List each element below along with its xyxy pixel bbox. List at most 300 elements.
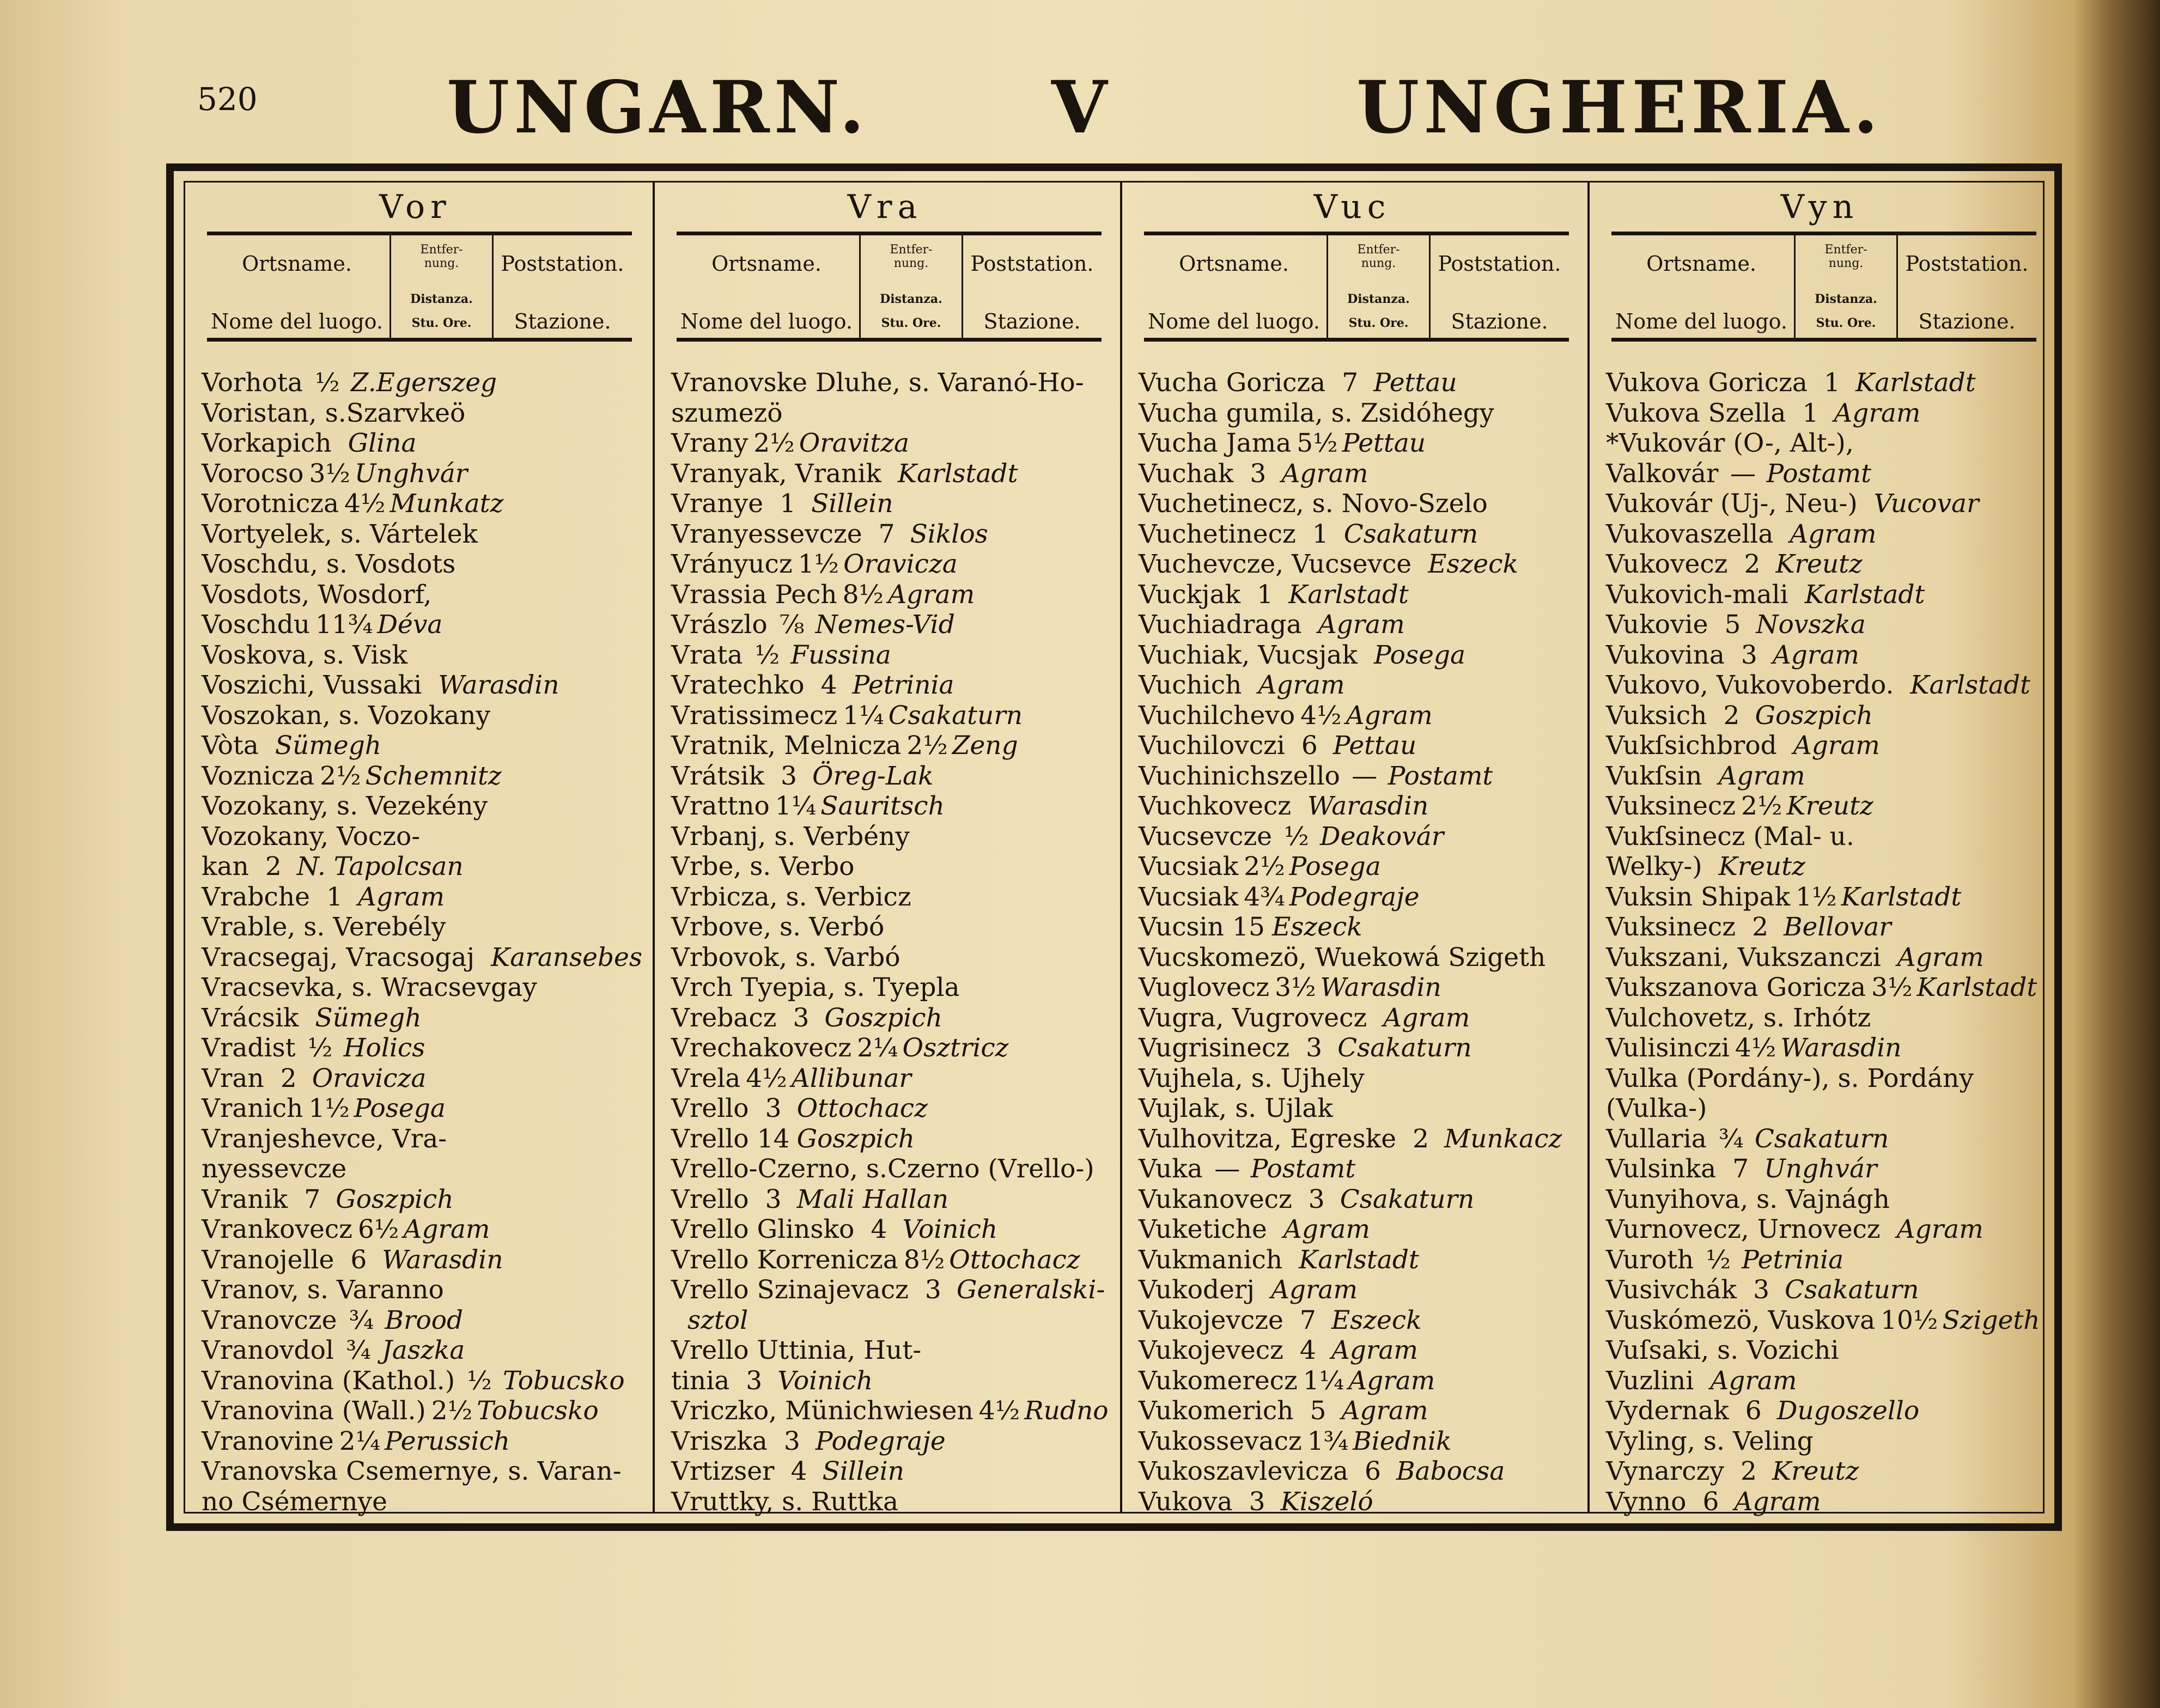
place-name: Vrbicza, s. Verbicz [671, 882, 911, 912]
list-item [202, 1366, 640, 1396]
list-item [671, 1003, 1110, 1034]
distance-value: ¾ [346, 1335, 371, 1365]
distance-value: 2 [1723, 700, 1740, 731]
label-stazione: Stazione. [514, 309, 611, 333]
place-name: Voristan, s.Szarvkeö [202, 398, 466, 428]
place-name: Vuksinecz [1606, 912, 1736, 942]
distance-value: 10½ [1881, 1305, 1938, 1335]
place-name: Vozokany, Voczo- [202, 821, 421, 852]
distance-value: 7 [878, 519, 895, 549]
post-station: Postamt [1766, 458, 1871, 489]
distance-value: 1¼ [1303, 1365, 1344, 1396]
place-name: Vulisinczi [1606, 1033, 1730, 1063]
distance-value: 15 [1232, 912, 1265, 942]
post-station: Csakaturn [1340, 1184, 1475, 1214]
distance-value: 7 [1299, 1305, 1316, 1335]
place-name: Vynarczy [1606, 1456, 1724, 1486]
label-ortsname: Ortsname. [242, 252, 352, 276]
list-item [671, 1456, 1110, 1487]
place-name: Vuzlini [1606, 1365, 1694, 1396]
place-name: Vuksich [1606, 700, 1707, 731]
list-item [202, 489, 640, 519]
place-name: Vrányucz [671, 549, 793, 579]
list-item [1139, 610, 1577, 640]
rule-line [1611, 232, 2036, 235]
post-station: Agram [1270, 1275, 1358, 1305]
post-station: Sümegh [315, 1002, 422, 1033]
post-station: Voinich [777, 1365, 873, 1396]
place-name: Vranojelle [202, 1244, 334, 1275]
list-item [1606, 1335, 2045, 1366]
post-station: Agram [1281, 458, 1368, 489]
post-station: Nemes-Vid [815, 610, 955, 640]
list-item [671, 1214, 1110, 1245]
list-item [202, 701, 640, 731]
post-station: Eszeck [1428, 549, 1518, 579]
label-distance: Entfer- nung. Distanza. Stu. Ore. [1327, 235, 1431, 338]
post-station: Holics [343, 1033, 425, 1063]
post-station: Kreutz [1775, 549, 1863, 579]
column-vra [653, 183, 1115, 1517]
distance-value: 2 [1744, 549, 1761, 579]
list-item [671, 549, 1110, 580]
list-item [1606, 610, 2045, 640]
distance-value: 8½ [842, 579, 884, 610]
place-name: Vorocso [202, 458, 304, 489]
list-item [671, 519, 1110, 550]
post-station: Warasdin [382, 1244, 503, 1275]
place-name: Vòta [202, 731, 259, 761]
list-item [1606, 549, 2045, 580]
entry-list [202, 368, 640, 1517]
list-item [1606, 489, 2045, 519]
column-vyn [1587, 183, 2050, 1517]
distance-value: 2 [1413, 1123, 1429, 1154]
list-item [1139, 882, 1577, 913]
post-station: Podegraje [1289, 882, 1420, 912]
rule-line [1611, 338, 2036, 342]
place-name: Vranov, s. Varanno [202, 1275, 444, 1305]
post-station: Siklos [910, 519, 988, 549]
place-name: Vuſsaki, s. Vozichi [1606, 1335, 1839, 1365]
post-station: Sümegh [275, 731, 382, 761]
list-item [1139, 1214, 1577, 1245]
distance-value: 2½ [906, 731, 948, 761]
list-item [202, 882, 640, 913]
rule-line [1144, 338, 1569, 342]
distance-value: 1½ [798, 549, 839, 579]
place-name: kan [202, 852, 249, 882]
place-name: Vrbovok, s. Varbó [671, 942, 900, 972]
list-item [1139, 701, 1577, 731]
post-station: Ottochacz [796, 1093, 928, 1123]
place-name: no Csémernye [202, 1486, 387, 1517]
post-station: Munkacz [1444, 1123, 1562, 1154]
post-station: Agram [1341, 1396, 1428, 1426]
place-name: Valkovár [1606, 458, 1719, 489]
post-station: Allibunar [791, 1063, 911, 1093]
post-station: Tobucsko [503, 1365, 625, 1396]
list-item [202, 1184, 640, 1215]
place-name: Vuka [1139, 1154, 1203, 1184]
place-name: Vranovina (Wall.) [202, 1396, 426, 1426]
list-item [671, 1245, 1110, 1275]
place-name: Vukanovecz [1139, 1184, 1292, 1214]
place-name: Vunyihova, s. Vajnágh [1606, 1184, 1890, 1214]
column-vor [185, 183, 646, 1517]
list-item [202, 1214, 640, 1245]
distance-value: 3½ [1275, 972, 1316, 1002]
list-item [202, 640, 640, 671]
distance-value: 2 [1752, 912, 1768, 942]
list-item [671, 943, 1110, 973]
place-name: Vucsiak [1139, 852, 1239, 882]
distance-value: 4½ [344, 489, 386, 519]
post-station: Oravicza [312, 1063, 427, 1093]
place-name: Vrátsik [671, 761, 764, 791]
post-station: Posega [354, 1093, 446, 1123]
distance-value: 6 [1702, 1486, 1719, 1517]
place-name: Vrabche [202, 882, 310, 912]
distance-value: 11¾ [315, 610, 373, 640]
distance-value: 1½ [1796, 882, 1837, 912]
place-name: Vrattno [671, 791, 770, 821]
label-poststation: Poststation. [501, 252, 624, 276]
place-name: Vracsevka, s. Wracsevgay [202, 972, 537, 1002]
list-item [671, 1033, 1110, 1063]
place-name: Vratissimecz [671, 700, 838, 731]
place-name: Vugra, Vugrovecz [1139, 1002, 1367, 1033]
place-name: Vurnovecz, Urnovecz [1606, 1214, 1881, 1244]
list-item [671, 368, 1110, 398]
list-item [671, 852, 1110, 882]
distance-value: ½ [1706, 1244, 1731, 1275]
post-station: Fussina [790, 640, 891, 670]
post-station: Sillein [822, 1456, 904, 1486]
distance-value: — [1214, 1154, 1240, 1184]
rule-line [207, 338, 632, 342]
list-item [202, 1063, 640, 1094]
post-station: Rudno [1024, 1396, 1109, 1426]
list-item [202, 1093, 640, 1124]
list-item [1139, 549, 1577, 580]
post-station: Warasdin [1307, 791, 1429, 821]
place-name: Vukovina [1606, 640, 1725, 670]
post-station: Ottochacz [949, 1244, 1080, 1275]
post-station: Munkatz [390, 489, 504, 519]
place-name: Voznicza [202, 761, 315, 791]
column-subheader [1144, 235, 1569, 338]
post-station: Karlstadt [1855, 368, 1976, 398]
list-item [202, 1275, 640, 1305]
place-name: Vratnik, Melnicza [671, 731, 902, 761]
post-station: Agram [1896, 1214, 1983, 1244]
label-nome-del-luogo: Nome del luogo. [1615, 309, 1787, 333]
place-name: Welky-) [1606, 852, 1702, 882]
place-name: Vukovo, Vukovoberdo. [1606, 670, 1894, 700]
distance-value: 4 [790, 1456, 807, 1486]
post-station: Petrinia [852, 670, 954, 700]
list-item [671, 1305, 1110, 1336]
list-item [1606, 1456, 2045, 1487]
place-name: Vranjeshevce, Vra- [202, 1123, 447, 1154]
list-item [671, 1335, 1110, 1366]
distance-value: 7 [1732, 1154, 1749, 1184]
post-station: Agram [1734, 1486, 1821, 1517]
distance-value: 2¼ [857, 1033, 898, 1063]
distance-value: 3 [1250, 458, 1267, 489]
list-item [1606, 761, 2045, 792]
list-item [671, 398, 1110, 429]
place-name: Vucha gumila, s. Zsidóhegy [1139, 398, 1494, 428]
post-station: Agram [403, 1214, 490, 1244]
list-item [1139, 1003, 1577, 1034]
place-name: Vriszka [671, 1426, 768, 1456]
post-station: Csakaturn [1343, 519, 1478, 549]
distance-value: 2 [265, 852, 282, 882]
distance-value: ½ [755, 640, 780, 670]
list-item [1139, 640, 1577, 671]
post-station: Mali Hallan [796, 1184, 949, 1214]
list-item [202, 1124, 640, 1154]
label-poststation: Poststation. [1438, 252, 1561, 276]
place-name: Vukojevecz [1139, 1335, 1283, 1365]
list-item [202, 1305, 640, 1336]
post-station: Warasdin [438, 670, 559, 700]
list-item [1606, 459, 2045, 489]
list-item [1139, 1033, 1577, 1063]
post-station: Voinich [902, 1214, 998, 1244]
column-heading: Vyn [1780, 188, 1859, 226]
distance-value: ¾ [349, 1305, 374, 1335]
label-stazione: Stazione. [983, 309, 1081, 333]
post-station: Csakaturn [1337, 1033, 1472, 1063]
post-station: Goszpich [824, 1002, 942, 1033]
list-item [1139, 1124, 1577, 1154]
distance-value: 3 [1308, 1184, 1325, 1214]
post-station: Agram [1710, 1365, 1797, 1396]
list-item [1606, 1154, 2045, 1184]
list-item [671, 1366, 1110, 1396]
post-station: Goszpich [336, 1184, 454, 1214]
place-name: Vratechko [671, 670, 805, 700]
post-station: Warasdin [1320, 972, 1441, 1002]
post-station: Agram [1383, 1002, 1470, 1033]
list-item [1139, 972, 1577, 1003]
distance-value: 3 [765, 1184, 782, 1214]
place-name: Vracsegaj, Vracsogaj [202, 942, 475, 972]
post-station: Agram [1258, 670, 1345, 700]
place-name: Vrassia Pech [671, 579, 837, 610]
place-name: Vugrisinecz [1139, 1033, 1290, 1063]
place-name: Vynno [1606, 1486, 1687, 1517]
post-station: Sauritsch [820, 791, 945, 821]
distance-value: 4 [820, 670, 837, 700]
column-heading: Vuc [1313, 188, 1391, 226]
post-station: Karlstadt [1910, 670, 2031, 700]
post-station: Tobucsko [477, 1396, 599, 1426]
post-station: Petrinia [1742, 1244, 1844, 1275]
place-name: Vyling, s. Veling [1606, 1426, 1814, 1456]
post-station: Karlstadt [1299, 1244, 1419, 1275]
post-station: Agram [1790, 519, 1877, 549]
post-station: Déva [377, 610, 443, 640]
distance-value: 2½ [753, 428, 795, 458]
post-station: Goszpich [796, 1123, 915, 1154]
place-name: Vukomerich [1139, 1396, 1294, 1426]
column-subheader [677, 235, 1102, 338]
place-name: Vrbove, s. Verbó [671, 912, 885, 942]
distance-value: 5 [1310, 1396, 1327, 1426]
distance-value: 2½ [1244, 852, 1285, 882]
list-item [1139, 1245, 1577, 1275]
place-name: Voskova, s. Visk [202, 640, 408, 670]
place-name: Vulka (Pordány-), s. Pordány [1606, 1063, 1974, 1093]
place-name: Vrello Korrenicza [671, 1244, 898, 1275]
list-item [671, 1154, 1110, 1184]
distance-value: 3 [1306, 1033, 1323, 1063]
list-item [202, 1003, 640, 1034]
place-name: Vrello-Czerno, s.Czerno (Vrello-) [671, 1154, 1094, 1184]
post-station: Agram [1834, 398, 1921, 428]
post-station: Karlstadt [1288, 579, 1409, 610]
list-item [202, 1396, 640, 1426]
place-name: Vranye [671, 489, 764, 519]
list-item [1606, 943, 2045, 973]
list-item [671, 1396, 1110, 1426]
list-item [671, 912, 1110, 943]
distance-value: ½ [315, 368, 340, 398]
place-name: Vrebacz [671, 1002, 777, 1033]
title-italian: UNGHERIA. [1356, 65, 1883, 150]
post-station: Pettau [1342, 428, 1426, 458]
distance-value: 3 [793, 1002, 810, 1033]
distance-value: 1 [1824, 368, 1840, 398]
list-item [671, 489, 1110, 519]
post-station: Osztricz [902, 1033, 1009, 1063]
column-heading: Vor [379, 188, 452, 226]
place-name: Vorhota [202, 368, 303, 398]
distance-value: 5 [1724, 610, 1741, 640]
list-item [1606, 1305, 2045, 1336]
post-station: Kiszeló [1280, 1486, 1373, 1517]
place-name: Vranovine [202, 1426, 334, 1456]
list-item [202, 368, 640, 398]
post-station: Dugoszello [1776, 1396, 1920, 1426]
place-name: Vucha Goricza [1139, 368, 1326, 398]
place-name: Vranovcze [202, 1305, 337, 1335]
distance-value: 2 [1741, 1456, 1757, 1486]
place-name: Vukmanich [1139, 1244, 1283, 1275]
list-item [1139, 1456, 1577, 1487]
distance-value: 1 [326, 882, 343, 912]
list-item [1139, 1063, 1577, 1094]
place-name: Voszokan, s. Vozokany [202, 700, 491, 731]
label-nome-del-luogo: Nome del luogo. [1148, 309, 1320, 333]
list-item [671, 428, 1110, 459]
place-name: Vranovska Csemernye, s. Varan- [202, 1456, 622, 1486]
place-name: Vrela [671, 1063, 741, 1093]
post-station: Agram [1346, 700, 1433, 731]
place-name: Vozokany, s. Vezekény [202, 791, 488, 821]
distance-value: 4 [871, 1214, 887, 1244]
place-name: Vucsiak [1139, 882, 1239, 912]
list-item [1606, 428, 2045, 459]
table-inner [184, 181, 2045, 1517]
list-item [1606, 580, 2045, 610]
list-item [1606, 1003, 2045, 1034]
list-item [1606, 1396, 2045, 1426]
list-item [202, 398, 640, 429]
place-name: Vukoszavlevicza [1139, 1456, 1348, 1486]
list-item [1139, 1154, 1577, 1184]
distance-value: 1 [1312, 519, 1329, 549]
post-station: Bellovar [1784, 912, 1891, 942]
list-item [1139, 1366, 1577, 1396]
label-nome-del-luogo: Nome del luogo. [211, 309, 383, 333]
rule-line [207, 232, 632, 235]
place-name: Voszichi, Vussaki [202, 670, 422, 700]
place-name: Vrello [671, 1123, 749, 1154]
list-item [202, 731, 640, 761]
place-name: Vrello Szinajevacz [671, 1275, 909, 1305]
place-name: Vran [202, 1063, 264, 1093]
post-station: Unghvár [354, 458, 468, 489]
list-item [202, 1456, 640, 1487]
list-item [202, 1245, 640, 1275]
title-german: UNGARN. [447, 65, 869, 150]
list-item [671, 670, 1110, 701]
list-item [1606, 1033, 2045, 1063]
list-item [1139, 852, 1577, 882]
post-station: Biednik [1353, 1426, 1452, 1456]
list-item [671, 791, 1110, 822]
place-name: nyessevcze [202, 1154, 347, 1184]
distance-value: — [1730, 458, 1756, 489]
distance-value: 1 [780, 489, 796, 519]
list-item [671, 640, 1110, 671]
distance-value: 3 [1753, 1275, 1769, 1305]
distance-value: 4½ [978, 1396, 1020, 1426]
list-item [1606, 1245, 2045, 1275]
post-station: Sillein [811, 489, 893, 519]
label-distance: Entfer- nung. Distanza. Stu. Ore. [1794, 235, 1898, 338]
list-item [202, 852, 640, 882]
list-item [1606, 368, 2045, 398]
place-name: Vranich [202, 1093, 303, 1123]
place-name: Vukszanova Goricza [1606, 972, 1866, 1002]
list-item [1139, 1487, 1577, 1517]
post-station: Glina [348, 428, 417, 458]
post-station: Kreutz [1772, 1456, 1859, 1486]
list-item [1606, 398, 2045, 429]
list-item [202, 580, 640, 610]
place-name: Vorotnicza [202, 489, 339, 519]
list-item [1139, 761, 1577, 792]
distance-value: 3 [781, 761, 797, 791]
post-station: Oravicza [843, 549, 958, 579]
place-name: Vuchak [1139, 458, 1234, 489]
list-item [1606, 1184, 2045, 1215]
list-item [1606, 670, 2045, 701]
label-distance: Entfer- nung. Distanza. Stu. Ore. [859, 235, 963, 338]
rule-line [677, 338, 1102, 342]
place-name: Vortyelek, s. Vártelek [202, 519, 478, 549]
post-station: Agram [1793, 731, 1880, 761]
place-name: Vuchkovecz [1139, 791, 1292, 821]
place-name: Vukſsichbrod [1606, 731, 1777, 761]
place-name: Vranovina (Kathol.) [202, 1365, 455, 1396]
